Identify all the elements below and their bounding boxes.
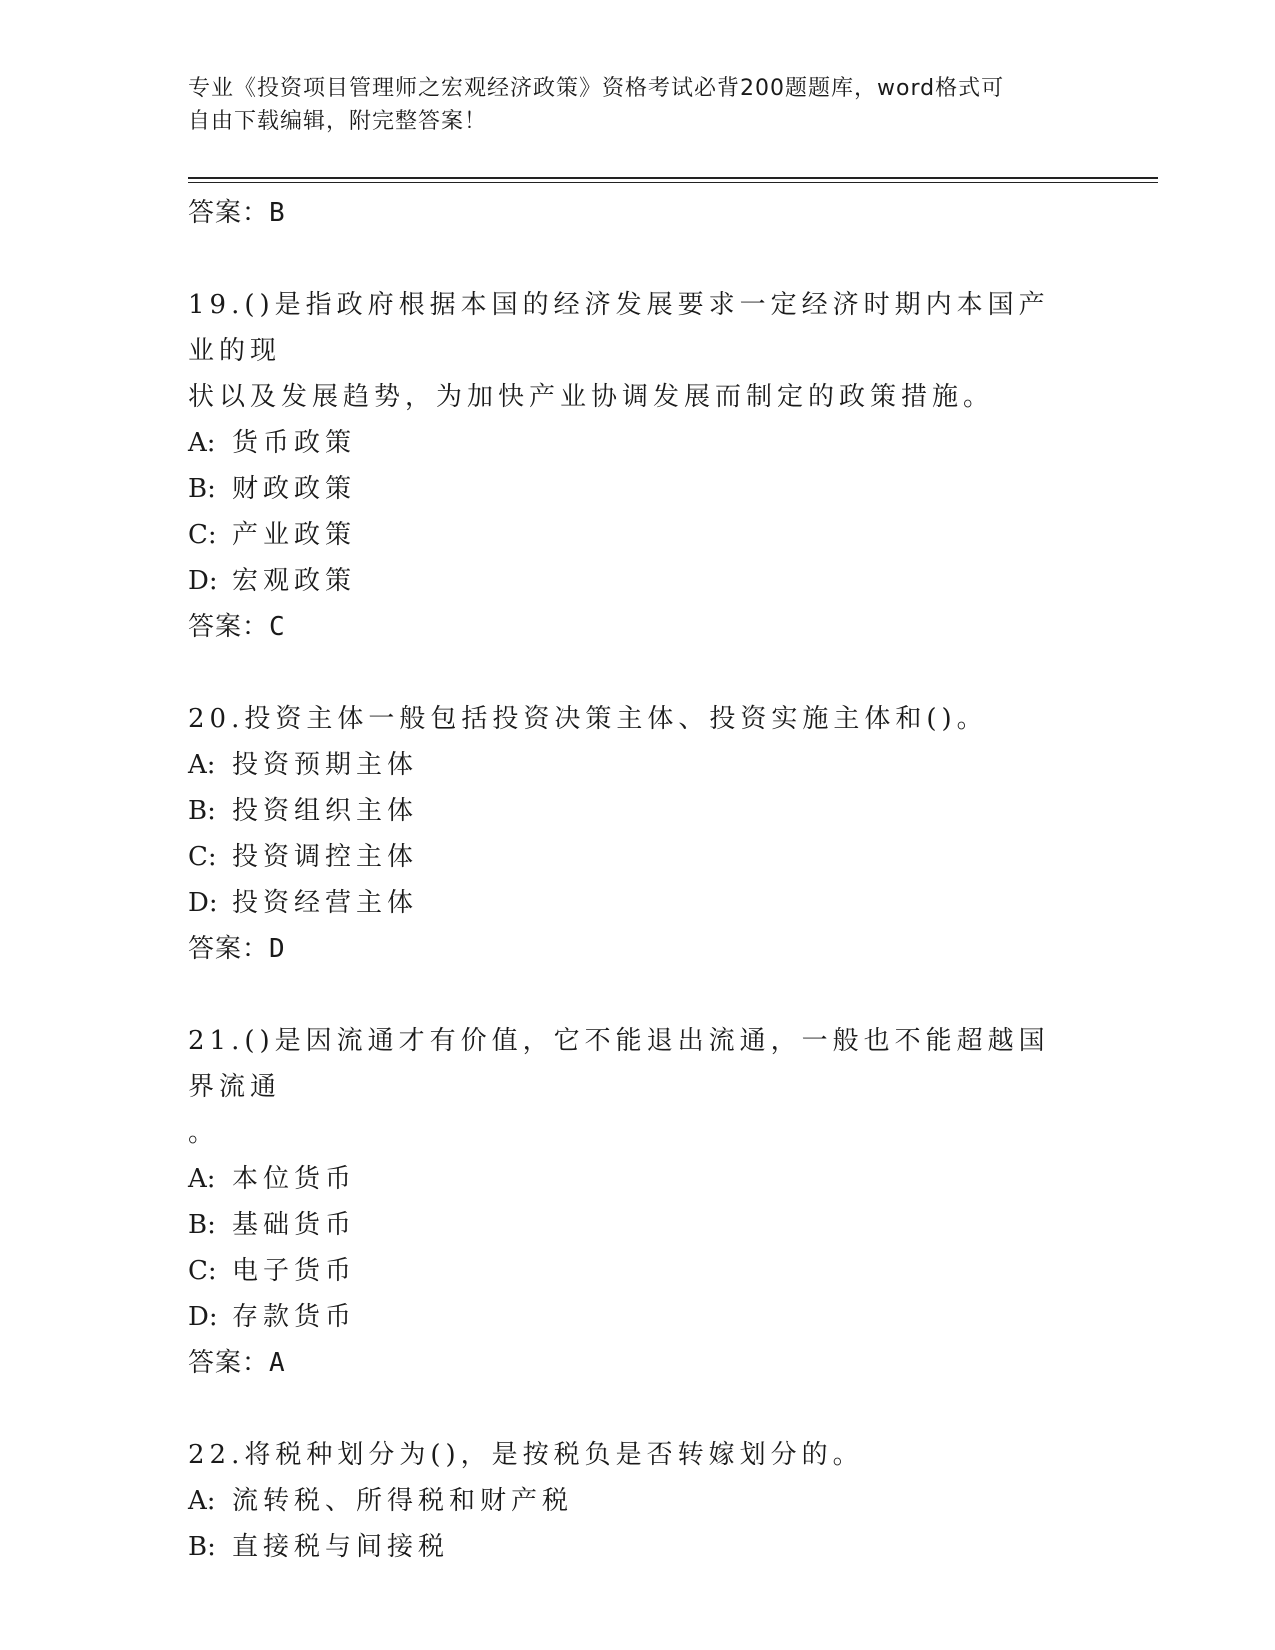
answer-value: A bbox=[269, 1348, 286, 1378]
question-stem bbox=[188, 1432, 1078, 1478]
spacer bbox=[188, 972, 1088, 1018]
option-letter: A: bbox=[188, 1486, 216, 1516]
option-letter: C: bbox=[188, 842, 217, 872]
option-d bbox=[188, 880, 1088, 926]
question-number: 19. bbox=[188, 290, 245, 320]
spacer bbox=[188, 236, 1088, 282]
option-text: 投资经营主体 bbox=[232, 888, 419, 918]
answer-label: 答案： bbox=[188, 612, 270, 642]
option-letter: D: bbox=[188, 566, 218, 596]
document-header bbox=[188, 72, 1088, 138]
question-stem bbox=[188, 282, 1078, 374]
option-b bbox=[188, 1524, 1088, 1570]
option-b bbox=[188, 1202, 1088, 1248]
option-text: 投资调控主体 bbox=[232, 842, 419, 872]
question-number: 20. bbox=[188, 704, 245, 734]
header-line-2: 自由下载编辑，附完整答案！ bbox=[188, 109, 488, 134]
option-a bbox=[188, 742, 1088, 788]
option-a bbox=[188, 1478, 1088, 1524]
answer-label: 答案： bbox=[188, 198, 270, 228]
question-stem bbox=[188, 1018, 1078, 1110]
option-b bbox=[188, 788, 1088, 834]
option-letter: A: bbox=[188, 428, 216, 458]
answer-value: B bbox=[269, 198, 286, 228]
spacer bbox=[188, 650, 1088, 696]
option-letter: B: bbox=[188, 1210, 216, 1240]
answer-label: 答案： bbox=[188, 1348, 270, 1378]
option-a bbox=[188, 420, 1088, 466]
header-divider-thin bbox=[188, 182, 1158, 183]
question-text: 将税种划分为()，是按税负是否转嫁划分的。 bbox=[244, 1440, 864, 1470]
answer-line bbox=[188, 190, 1088, 236]
option-text: 产业政策 bbox=[232, 520, 357, 550]
question-21 bbox=[188, 1018, 1088, 1386]
question-text: 投资主体一般包括投资决策主体、投资实施主体和()。 bbox=[244, 704, 988, 734]
spacer bbox=[188, 1386, 1088, 1432]
option-text: 财政政策 bbox=[232, 474, 357, 504]
option-letter: B: bbox=[188, 1532, 216, 1562]
question-text: ()是指政府根据本国的经济发展要求一定经济时期内本国产业的现 bbox=[188, 290, 1050, 366]
option-d bbox=[188, 1294, 1088, 1340]
option-letter: C: bbox=[188, 1256, 217, 1286]
option-letter: B: bbox=[188, 474, 216, 504]
question-number: 22. bbox=[188, 1440, 245, 1470]
header-line-1: 专业《投资项目管理师之宏观经济政策》资格考试必背200题题库，word格式可 bbox=[188, 76, 1005, 101]
question-stem-continued: 。 bbox=[188, 1118, 220, 1148]
option-a bbox=[188, 1156, 1088, 1202]
option-text: 投资预期主体 bbox=[232, 750, 419, 780]
option-letter: C: bbox=[188, 520, 217, 550]
answer-label: 答案： bbox=[188, 934, 270, 964]
answer-line bbox=[188, 604, 1088, 650]
question-stem bbox=[188, 696, 1078, 742]
question-number: 21. bbox=[188, 1026, 245, 1056]
option-text: 存款货币 bbox=[232, 1302, 357, 1332]
option-letter: D: bbox=[188, 888, 218, 918]
question-list bbox=[188, 190, 1088, 1570]
question-20 bbox=[188, 696, 1088, 972]
option-text: 流转税、所得税和财产税 bbox=[232, 1486, 574, 1516]
option-letter: D: bbox=[188, 1302, 218, 1332]
question-22 bbox=[188, 1432, 1088, 1570]
option-text: 基础货币 bbox=[232, 1210, 357, 1240]
option-d bbox=[188, 558, 1088, 604]
option-letter: A: bbox=[188, 750, 216, 780]
option-text: 货币政策 bbox=[232, 428, 357, 458]
answer-line bbox=[188, 926, 1088, 972]
question-text: ()是因流通才有价值，它不能退出流通，一般也不能超越国界流通 bbox=[188, 1026, 1050, 1102]
option-letter: B: bbox=[188, 796, 216, 826]
answer-value: C bbox=[269, 612, 286, 642]
option-text: 投资组织主体 bbox=[232, 796, 419, 826]
question-19 bbox=[188, 282, 1088, 650]
option-c bbox=[188, 512, 1088, 558]
option-text: 直接税与间接税 bbox=[232, 1532, 450, 1562]
option-c bbox=[188, 1248, 1088, 1294]
answer-value: D bbox=[269, 934, 286, 964]
option-text: 电子货币 bbox=[232, 1256, 357, 1286]
header-divider-thick bbox=[188, 177, 1158, 179]
option-b bbox=[188, 466, 1088, 512]
option-text: 宏观政策 bbox=[232, 566, 357, 596]
question-stem-continued: 状以及发展趋势，为加快产业协调发展而制定的政策措施。 bbox=[188, 382, 995, 412]
answer-line bbox=[188, 1340, 1088, 1386]
option-c bbox=[188, 834, 1088, 880]
option-letter: A: bbox=[188, 1164, 216, 1194]
option-text: 本位货币 bbox=[232, 1164, 357, 1194]
